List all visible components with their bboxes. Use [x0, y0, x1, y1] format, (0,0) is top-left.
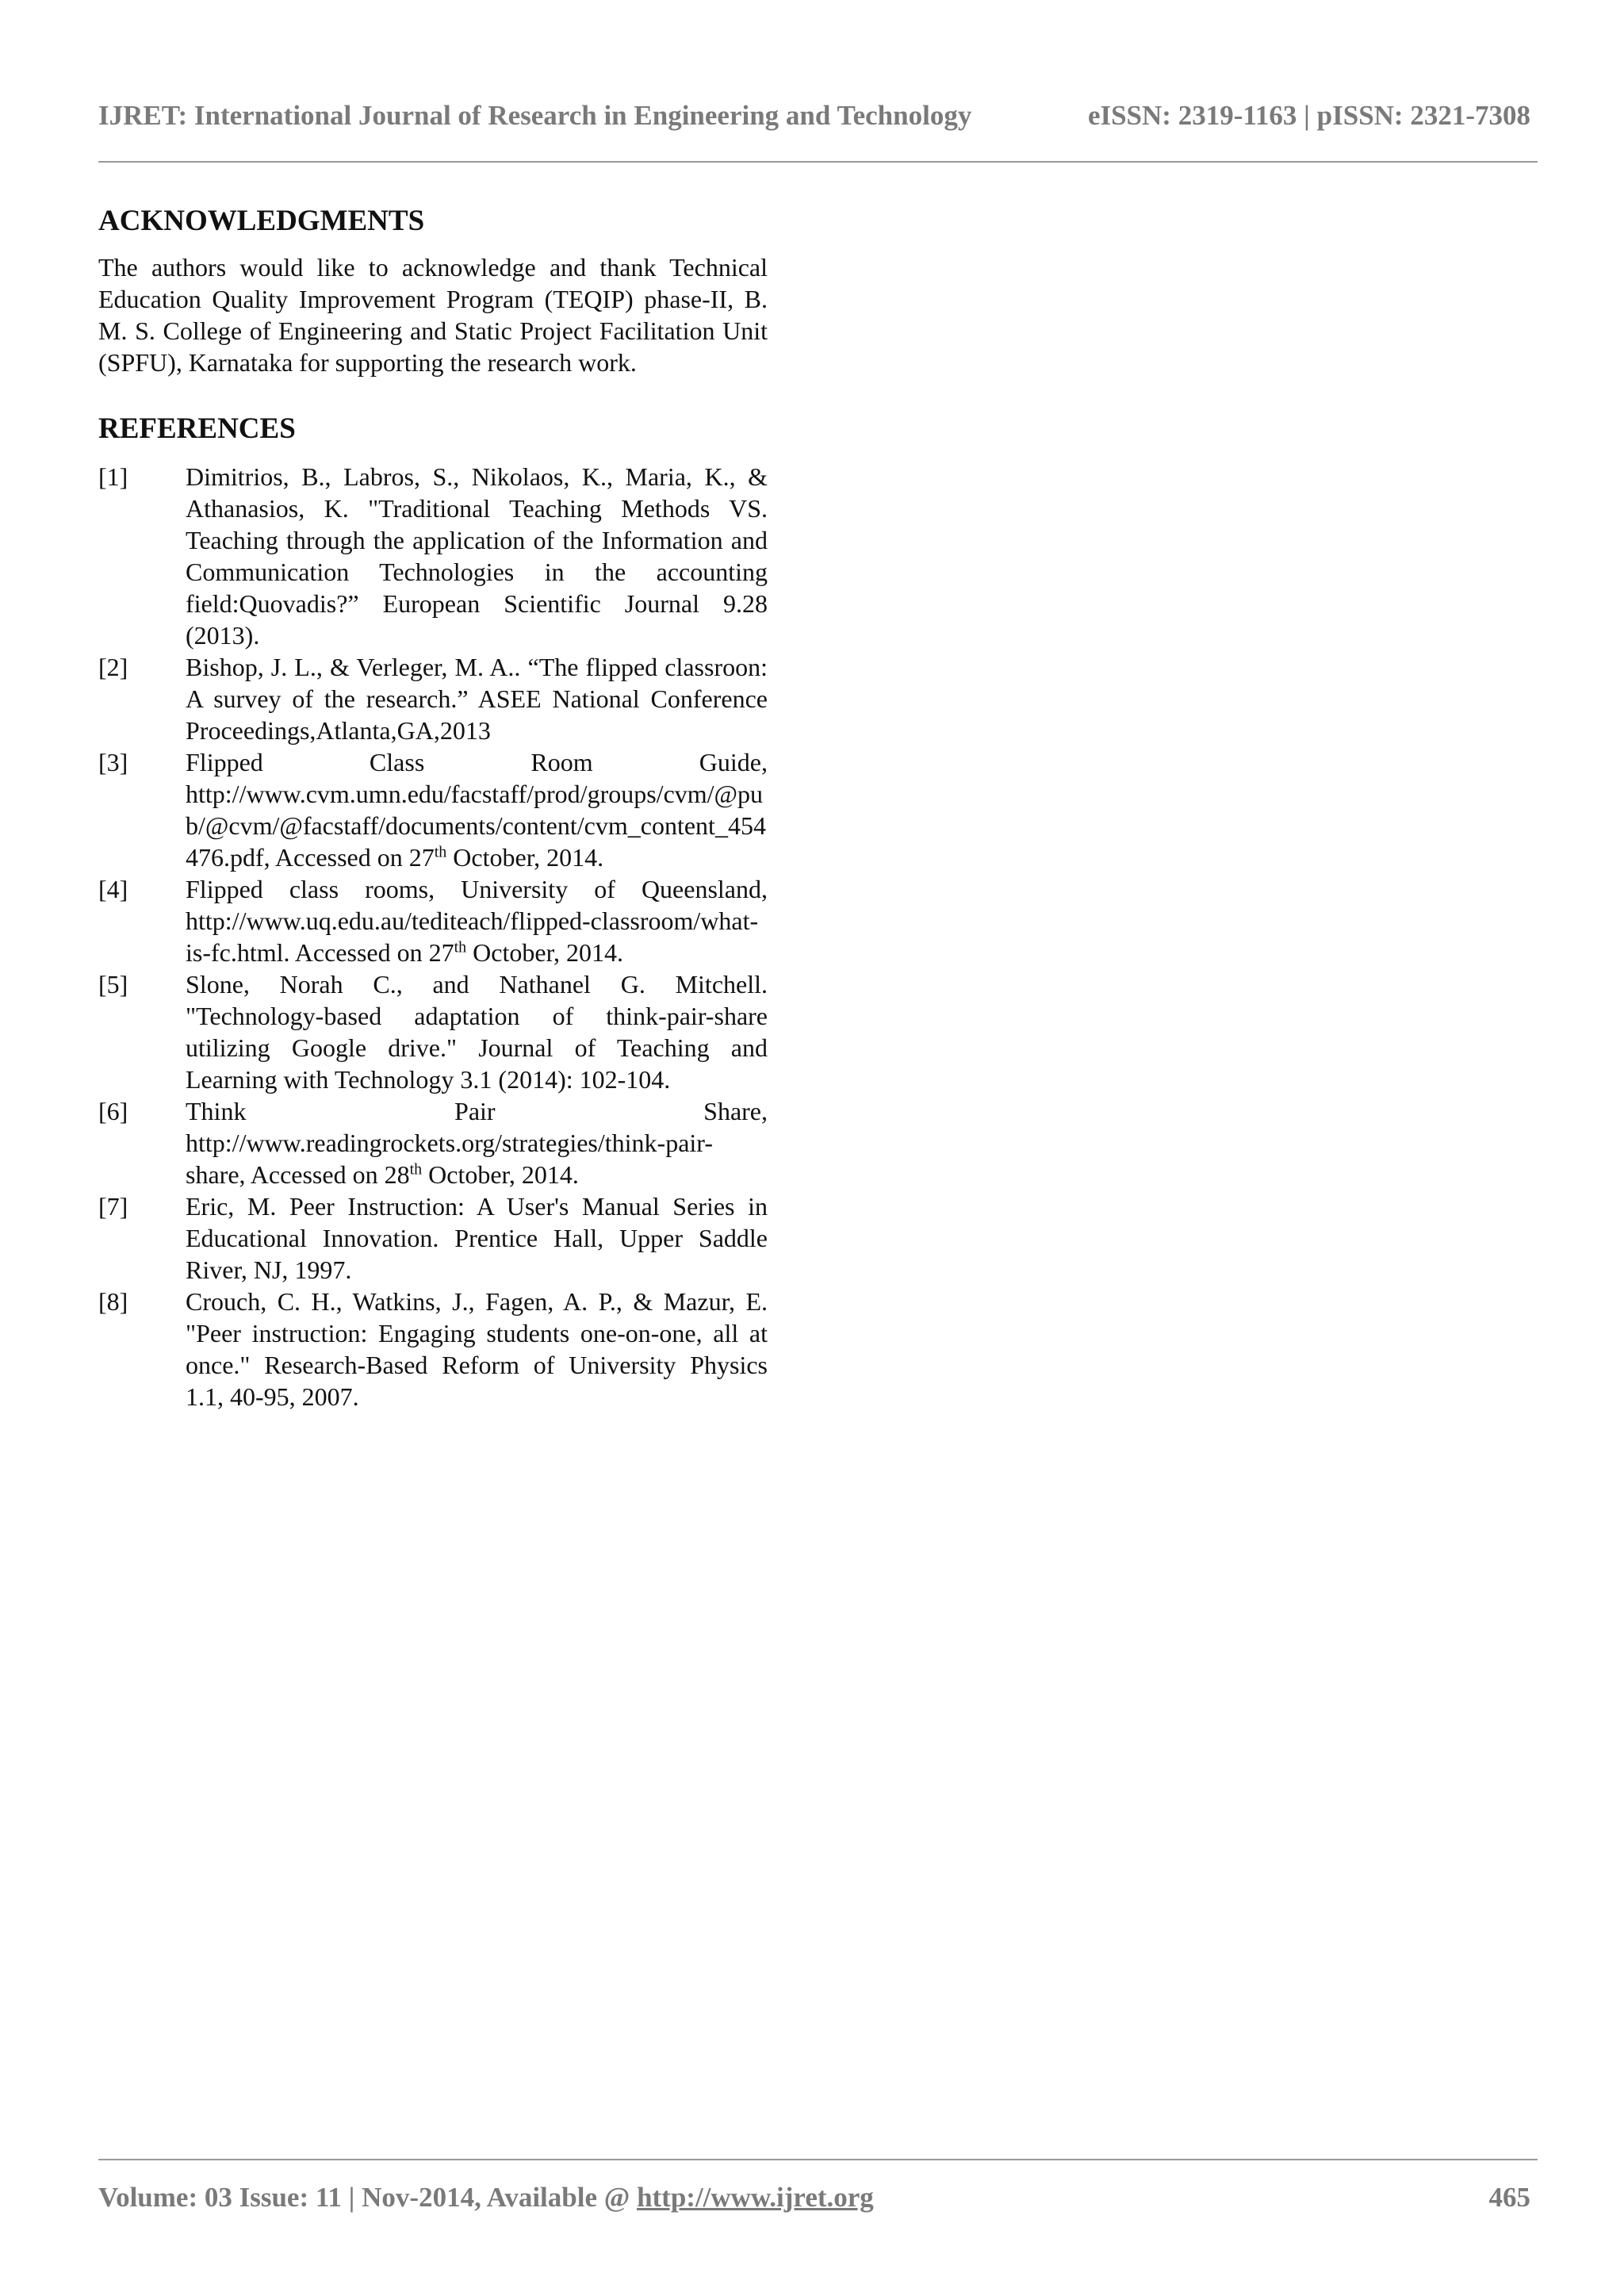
reference-text: Slone, Norah C., and Nathanel G. Mitchell. "Technology-based adaptation of think-pair-share utilizing Google drive." Journal of Teaching and Learning with Technology 3.1 (2014): 102-104. — [186, 970, 768, 1094]
reference-item — [98, 651, 768, 746]
header-divider — [98, 161, 1538, 163]
reference-text: Dimitrios, B., Labros, S., Nikolaos, K., Maria, K., & Athanasios, K. "Traditional Teaching Methods VS. Teaching through the application of the Information and Communication Technologies in the accounting field:Quovadis?” European Scientific Journal 9.28 (2013). — [186, 462, 768, 650]
page-footer — [98, 2177, 1530, 2225]
ordinal-superscript: th — [454, 938, 467, 956]
reference-text-main: Flipped Class Room Guide, http://www.cvm.umn.edu/facstaff/prod/groups/cvm/@pub/@cvm/@facstaff/documents/content/cvm_content_454476.pdf, Accessed on 27 — [186, 748, 768, 872]
reference-text-main: Think Pair Share, http://www.readingrockets.org/strategies/think-pair-share, Accessed on 28 — [186, 1097, 768, 1189]
reference-number: [8] — [98, 1287, 128, 1316]
reference-text-end: October, 2014. — [422, 1160, 579, 1189]
reference-item — [98, 1286, 768, 1412]
journal-title: IJRET: International Journal of Research in Engineering and Technology — [98, 100, 972, 131]
reference-item — [98, 461, 768, 651]
footer-volume-info — [98, 2182, 874, 2214]
footer-volume-text: Volume: 03 Issue: 11 | Nov-2014, Available @ — [98, 2182, 638, 2213]
reference-number: [3] — [98, 748, 128, 776]
reference-text-end: October, 2014. — [466, 938, 623, 967]
reference-number: [6] — [98, 1097, 128, 1125]
reference-text — [186, 1095, 768, 1190]
reference-text: Eric, M. Peer Instruction: A User's Manual Series in Educational Innovation. Prentice Hall, Upper Saddle River, NJ, 1997. — [186, 1192, 768, 1284]
reference-text-end: October, 2014. — [446, 843, 604, 872]
reference-text — [186, 746, 768, 873]
reference-number: [7] — [98, 1192, 128, 1221]
reference-text: Crouch, C. H., Watkins, J., Fagen, A. P., & Mazur, E. "Peer instruction: Engaging students one-on-one, all at once." Research-Based Reform of University Physics 1.1, 40-95, 2007. — [186, 1287, 768, 1411]
acknowledgments-text: The authors would like to acknowledge and thank Technical Education Quality Improvement Program (TEQIP) phase-II, B. M. S. College of Engineering and Static Project Facilitation Unit (SPFU), Karnataka for supporting the research work. — [98, 253, 768, 377]
page-number: 465 — [1488, 2182, 1530, 2213]
reference-text-main: Flipped class rooms, University of Queensland, http://www.uq.edu.au/tediteach/flipped-classroom/what-is-fc.html. Accessed on 27 — [186, 875, 768, 967]
ordinal-superscript: th — [409, 1160, 423, 1179]
reference-text — [186, 873, 768, 968]
reference-text: Bishop, J. L., & Verleger, M. A.. “The flipped classroon: A survey of the research.” ASEE National Conference Proceedings,Atlanta,GA,2013 — [186, 653, 768, 745]
references-section — [98, 410, 768, 1412]
page-header — [98, 94, 1530, 141]
issn-label: eISSN: 2319-1163 | pISSN: 2321-7308 — [1087, 100, 1530, 131]
reference-number: [2] — [98, 653, 128, 681]
ordinal-superscript: th — [434, 843, 447, 861]
references-heading: REFERENCES — [98, 412, 296, 445]
reference-number: [4] — [98, 875, 128, 903]
reference-item — [98, 746, 768, 873]
references-list — [98, 461, 768, 1412]
acknowledgments-section — [98, 202, 768, 378]
reference-number: [1] — [98, 462, 128, 491]
footer-divider — [98, 2159, 1538, 2160]
acknowledgments-heading: ACKNOWLEDGMENTS — [98, 205, 425, 237]
main-column — [98, 202, 768, 1412]
reference-item — [98, 1190, 768, 1286]
journal-website-link[interactable]: http://www.ijret.org — [637, 2182, 874, 2213]
reference-item — [98, 968, 768, 1095]
reference-item — [98, 1095, 768, 1190]
reference-number: [5] — [98, 970, 128, 999]
reference-item — [98, 873, 768, 968]
